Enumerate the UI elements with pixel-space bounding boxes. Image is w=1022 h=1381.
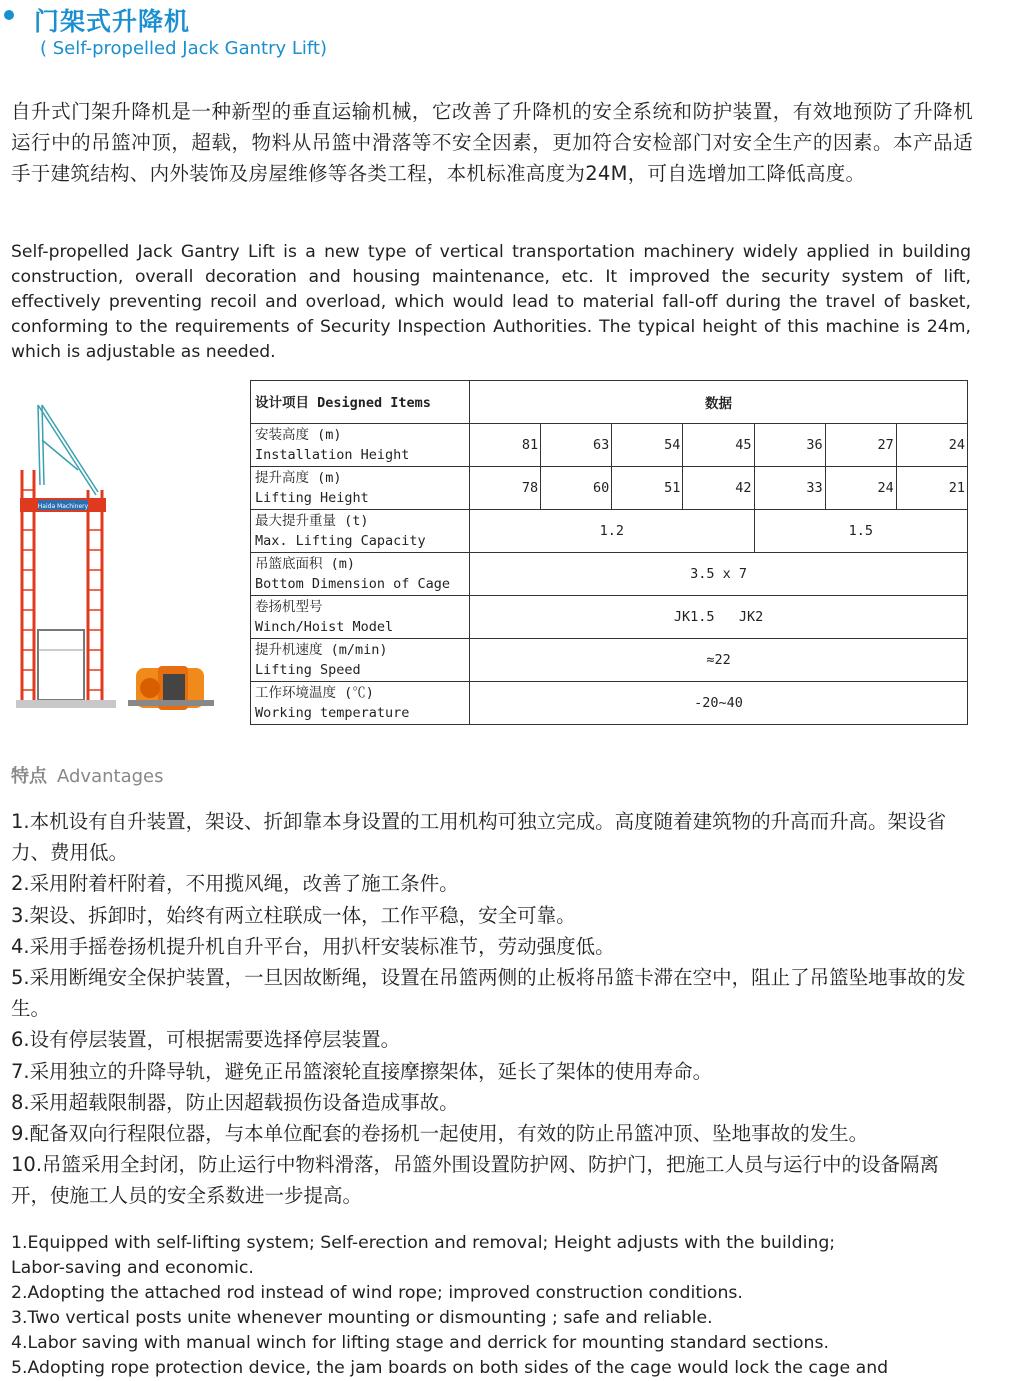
- table-row-label: 卷扬机型号 Winch/Hoist Model: [251, 596, 470, 639]
- table-row-label: 吊篮底面积 (m) Bottom Dimension of Cage: [251, 553, 470, 596]
- table-row: [251, 553, 968, 596]
- figure-sign-text: Haida Machinery: [37, 503, 89, 510]
- table-cell: 36: [754, 424, 825, 467]
- table-cell: 63: [541, 424, 612, 467]
- list-item: 4.Labor saving with manual winch for lifting stage and derrick for mounting standard sections.: [11, 1333, 829, 1353]
- table-row-label: 最大提升重量 (t) Max. Lifting Capacity: [251, 510, 470, 553]
- table-cell: JK1.5 JK2: [470, 596, 968, 639]
- advantages-heading-cn: 特点: [11, 766, 47, 787]
- list-item: 3.架设、拆卸时，始终有两立柱联成一体，工作平稳，安全可靠。: [11, 903, 576, 927]
- table-row: [251, 424, 968, 467]
- intro-english: Self-propelled Jack Gantry Lift is a new type of vertical transportation machinery widely applied in building construction, overall decoration and housing maintenance, etc. It improved the security system of lift, effectively preventing recoil and overload, which would lead to material fall-off during the travel of basket, conforming to the requirements of Security Inspection Authorities. The typical height of this machine is 24m, which is adjustable as needed.: [11, 242, 971, 362]
- page-title: 门架式升降机: [34, 7, 191, 36]
- list-item: 8.采用超载限制器，防止因超载损伤设备造成事故。: [11, 1090, 459, 1114]
- list-item: 5.Adopting rope protection device, the jam boards on both sides of the cage would lock the cage and: [11, 1358, 889, 1378]
- list-item: 7.采用独立的升降导轨，避免正吊篮滚轮直接摩擦架体，延长了架体的使用寿命。: [11, 1059, 713, 1083]
- table-cell: ≈22: [470, 639, 968, 682]
- table-header-label: 设计项目 Designed Items: [251, 381, 470, 424]
- advantages-heading-en: Advantages: [57, 766, 164, 787]
- table-header-row: [251, 381, 968, 424]
- gantry-lift-image: [8, 400, 240, 715]
- list-item: 4.采用手摇卷扬机提升机自升平台，用扒杆安装标准节，劳动强度低。: [11, 934, 615, 958]
- page-subtitle: ( Self-propelled Jack Gantry Lift): [40, 38, 327, 59]
- table-cell: 45: [683, 424, 754, 467]
- table-cell: 78: [470, 467, 541, 510]
- table-cell: 51: [612, 467, 683, 510]
- intro-chinese: 自升式门架升降机是一种新型的垂直运输机械，它改善了升降机的安全系统和防护装置，有效地预防了升降机运行中的吊篮冲顶，超载，物料从吊篮中滑落等不安全因素，更加符合安检部门对安全生产的因素。本产品适手于建筑结构、内外装饰及房屋维修等各类工程，本机标准高度为24M，可自选增加工降低高度。: [11, 100, 973, 185]
- list-item: 1.Equipped with self-lifting system; Self-erection and removal; Height adjusts with the building;: [11, 1233, 836, 1253]
- advantages-heading: [11, 762, 163, 788]
- list-item: Labor-saving and economic.: [11, 1258, 254, 1278]
- table-row-label: 工作环境温度 (℃) Working temperature: [251, 682, 470, 725]
- advantages-list-cn: [11, 806, 975, 1212]
- table-cell: 81: [470, 424, 541, 467]
- table-cell: 54: [612, 424, 683, 467]
- table-cell: 21: [896, 467, 967, 510]
- table-cell: 24: [825, 467, 896, 510]
- list-item: 2.采用附着杆附着，不用揽风绳，改善了施工条件。: [11, 872, 459, 896]
- table-cell: 1.2: [470, 510, 755, 553]
- table-cell: 60: [541, 467, 612, 510]
- table-row: [251, 639, 968, 682]
- table-row: [251, 596, 968, 639]
- spec-table: [250, 380, 968, 725]
- table-row: [251, 510, 968, 553]
- table-cell: -20~40: [470, 682, 968, 725]
- table-cell: 42: [683, 467, 754, 510]
- table-cell: 3.5 x 7: [470, 553, 968, 596]
- table-header-value: 数据: [470, 381, 968, 424]
- title-bullet: [4, 10, 14, 20]
- list-item: 5.采用断绳安全保护装置，一旦因故断绳，设置在吊篮两侧的止板将吊篮卡滞在空中，阻止了吊篮坠地事故的发生。: [11, 966, 966, 1021]
- table-cell: 27: [825, 424, 896, 467]
- list-item: 2.Adopting the attached rod instead of wind rope; improved construction conditions.: [11, 1283, 743, 1303]
- list-item: 6.设有停层装置，可根据需要选择停层装置。: [11, 1028, 401, 1052]
- table-row-label: 提升机速度 (m/min) Lifting Speed: [251, 639, 470, 682]
- table-row: [251, 682, 968, 725]
- list-item: 1.本机设有自升装置，架设、折卸靠本身设置的工用机构可独立完成。高度随着建筑物的升高而升高。架设省力、费用低。: [11, 810, 947, 865]
- list-item: 3.Two vertical posts unite whenever mounting or dismounting ; safe and reliable.: [11, 1308, 713, 1328]
- advantages-list-en: [11, 1231, 973, 1381]
- table-cell: 1.5: [754, 510, 967, 553]
- list-item: 9.配备双向行程限位器，与本单位配套的卷扬机一起使用，有效的防止吊篮冲顶、坠地事故的发生。: [11, 1122, 869, 1146]
- table-row-label: 提升高度 (m) Lifting Height: [251, 467, 470, 510]
- table-cell: 24: [896, 424, 967, 467]
- table-row: [251, 467, 968, 510]
- list-item: 10.吊篮采用全封闭，防止运行中物料滑落，吊篮外围设置防护网、防护门，把施工人员与运行中的设备隔离开，使施工人员的安全系数进一步提高。: [11, 1153, 940, 1208]
- table-row-label: 安装高度 (m) Installation Height: [251, 424, 470, 467]
- table-cell: 33: [754, 467, 825, 510]
